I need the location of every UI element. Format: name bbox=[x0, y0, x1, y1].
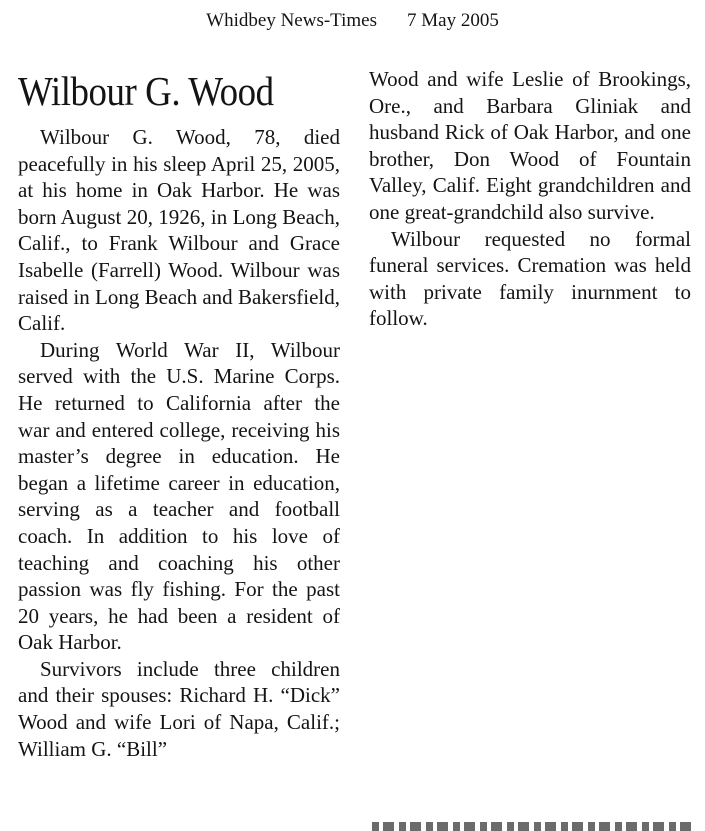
article-paragraph: Wilbour G. Wood, 78, died peacefully in his sleep April 25, 2005, at his home in Oak Harbor. He was born August 20, 1926, in Long Beach, Calif., to Frank Wilbour and Grace Isabelle (Farrell) Wood. Wilbour was raised in Long Beach and Bakersfield, Calif. bbox=[18, 125, 340, 336]
masthead bbox=[0, 9, 705, 33]
article-paragraph: Survivors include three children and their spouses: Richard H. “Dick” Wood and wife Lori of Napa, Calif.; William G. “Bill” bbox=[18, 656, 340, 761]
publication-name: Whidbey News-Times bbox=[206, 10, 377, 31]
cut-off-text-fragment bbox=[372, 822, 692, 831]
article-paragraph-continued: Wood and wife Leslie of Brookings, Ore., and Barbara Gliniak and husband Rick of Oak Harbor, and one brother, Don Wood of Fountain Valley, Calif. Eight grandchildren and one great-grandchild also survive. bbox=[369, 67, 691, 224]
article-column-left bbox=[18, 66, 340, 762]
publication-date: 7 May 2005 bbox=[407, 10, 499, 31]
article-headline: Wilbour G. Wood bbox=[18, 68, 274, 114]
article-paragraph: Wilbour requested no formal funeral services. Cremation was held with private family inurnment to follow. bbox=[369, 226, 691, 331]
article-paragraph: During World War II, Wilbour served with the U.S. Marine Corps. He returned to California after the war and entered college, receiving his master’s degree in education. He began a lifetime career in education, serving as a teacher and football coach. In addition to his love of teaching and coaching his other passion was fly fishing. For the past 20 years, he had been a resident of Oak Harbor. bbox=[18, 337, 340, 655]
article-column-right bbox=[369, 66, 691, 332]
